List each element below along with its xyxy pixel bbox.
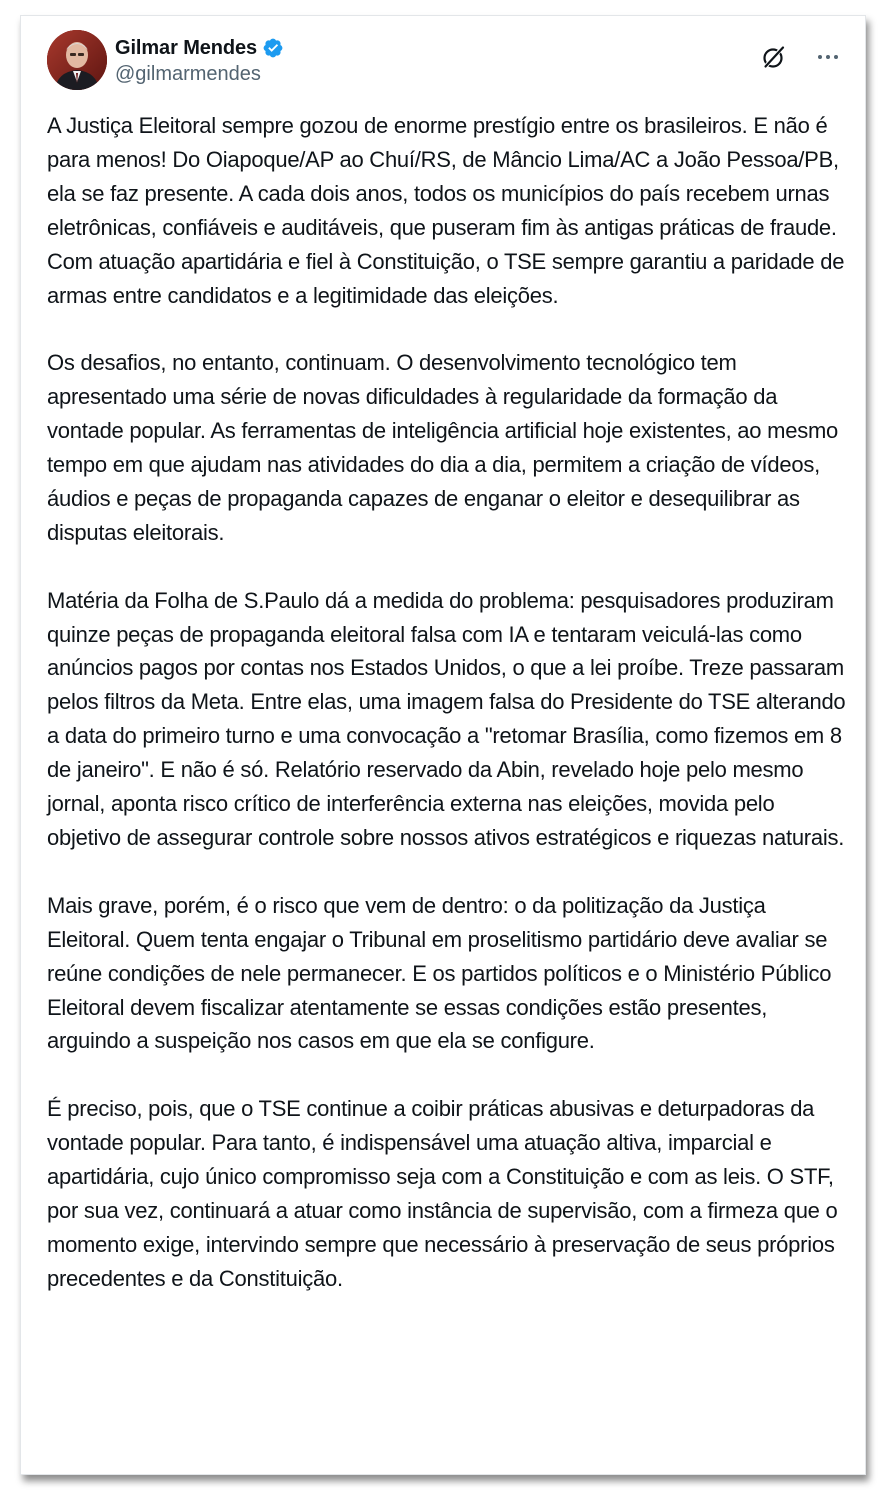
post-paragraph: Matéria da Folha de S.Paulo dá a medida do problema: pesquisadores produziram quinze peças de propaganda eleitoral falsa com IA e tentaram veiculá-las como anúncios pagos por contas nos Estados Unidos, o que a lei proíbe. Treze passaram pelos filtros da Meta. Entre elas, uma imagem falsa do Presidente do TSE alterando a data do primeiro turno e uma convocação a "retomar Brasília, como fizemos em 8 de janeiro". E não é só. Relatório reservado da Abin, revelado hoje pelo mesmo jornal, aponta risco crítico de interferência externa nas eleições, movida pelo objetivo de assegurar controle sobre nossos ativos estratégicos e riquezas naturais. [47, 587, 846, 850]
verified-badge-icon [262, 37, 284, 59]
author-handle[interactable]: @gilmarmendes [115, 63, 261, 85]
grok-icon[interactable] [761, 44, 787, 70]
author-display-name[interactable]: Gilmar Mendes [115, 36, 258, 59]
post-paragraph: Mais grave, porém, é o risco que vem de dentro: o da politização da Justiça Eleitoral. Quem tenta engajar o Tribunal em proselitismo partidário deve avaliar se reúne condições de nele permanecer. E os partidos políticos e o Ministério Público Eleitoral devem fiscalizar atentamente se essas condições estão presentes, arguindo a suspeição nos casos em que ela se configure. [47, 892, 832, 1054]
post-paragraph: Os desafios, no entanto, continuam. O desenvolvimento tecnológico tem apresentado uma série de novas dificuldades à regularidade da formação da vontade popular. As ferramentas de inteligência artificial hoje existentes, ao mesmo tempo em que ajudam nas atividades do dia a dia, permitem a criação de vídeos, áudios e peças de propaganda capazes de enganar o eleitor e desequilibrar as disputas eleitorais. [47, 350, 839, 545]
author-name-row [115, 34, 284, 62]
post-header [47, 30, 845, 94]
avatar-portrait-icon [47, 30, 107, 90]
more-options-icon[interactable] [815, 44, 841, 70]
post-paragraph: A Justiça Eleitoral sempre gozou de enorme prestígio entre os brasileiros. E não é para menos! Do Oiapoque/AP ao Chuí/RS, de Mâncio Lima/AC a João Pessoa/PB, ela se faz presente. A cada dois anos, todos os municípios do país recebem urnas eletrônicas, confiáveis e auditáveis, que puseram fim às antigas práticas de fraude. Com atuação apartidária e fiel à Constituição, o TSE sempre garantiu a paridade de armas entre candidatos e a legitimidade das eleições. [47, 113, 845, 308]
avatar[interactable] [47, 30, 107, 90]
post-card [20, 15, 866, 1475]
author-info [115, 34, 284, 86]
post-paragraph: É preciso, pois, que o TSE continue a coibir práticas abusivas e deturpadoras da vontade popular. Para tanto, é indispensável uma atuação altiva, imparcial e apartidária, cujo único compromisso seja com a Constituição e com as leis. O STF, por sua vez, continuará a atuar como instância de supervisão, com a firmeza que o momento exige, intervindo sempre que necessário à preservação de seus próprios precedentes e da Constituição. [47, 1096, 838, 1291]
post-text [47, 109, 853, 1296]
